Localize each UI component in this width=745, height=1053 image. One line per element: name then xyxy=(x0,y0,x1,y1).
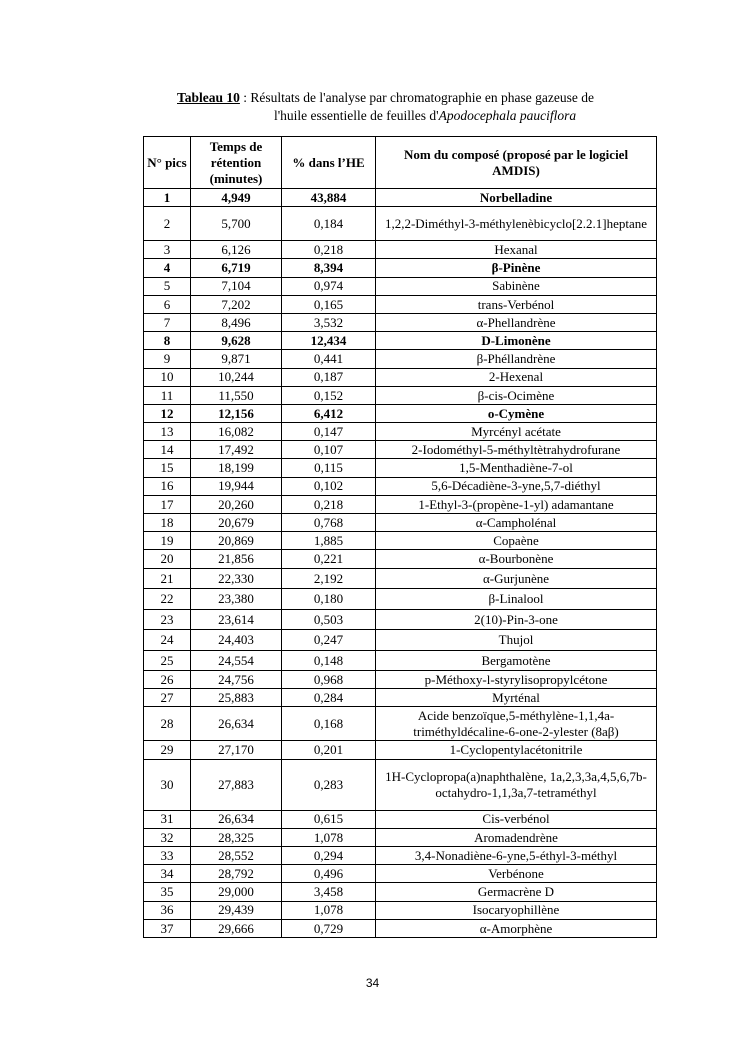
table-caption xyxy=(177,89,677,125)
cell-compound-name: β-cis-Ocimène xyxy=(376,386,657,404)
cell-compound-name: 3,4-Nonadiène-6-yne,5-éthyl-3-méthyl xyxy=(376,847,657,865)
cell-compound-name: 2-Iodométhyl-5-méthyltètrahydrofurane xyxy=(376,441,657,459)
cell-percentage: 0,247 xyxy=(282,630,376,651)
cell-retention-time: 29,000 xyxy=(191,883,282,901)
cell-percentage: 0,284 xyxy=(282,689,376,707)
cell-percentage: 0,165 xyxy=(282,295,376,313)
cell-pic-number: 10 xyxy=(144,368,191,386)
cell-pic-number: 24 xyxy=(144,630,191,651)
cell-percentage: 3,458 xyxy=(282,883,376,901)
table-row xyxy=(144,295,657,313)
cell-retention-time: 26,634 xyxy=(191,707,282,741)
cell-percentage: 0,218 xyxy=(282,241,376,259)
cell-percentage: 0,729 xyxy=(282,919,376,937)
cell-retention-time: 24,554 xyxy=(191,650,282,671)
header-row xyxy=(144,137,657,189)
table-row xyxy=(144,207,657,241)
cell-retention-time: 27,170 xyxy=(191,741,282,759)
cell-pic-number: 37 xyxy=(144,919,191,937)
cell-percentage: 3,532 xyxy=(282,313,376,331)
cell-percentage: 0,168 xyxy=(282,707,376,741)
cell-compound-name: 1,2,2-Diméthyl-3-méthylenèbicyclo[2.2.1]heptane xyxy=(376,207,657,241)
table-row xyxy=(144,883,657,901)
cell-compound-name: α-Amorphène xyxy=(376,919,657,937)
cell-pic-number: 25 xyxy=(144,650,191,671)
cell-percentage: 0,974 xyxy=(282,277,376,295)
caption-line-2 xyxy=(177,107,677,125)
cell-pic-number: 22 xyxy=(144,589,191,610)
cell-compound-name: α-Bourbonène xyxy=(376,550,657,568)
cell-compound-name: 5,6-Décadiène-3-yne,5,7-diéthyl xyxy=(376,477,657,495)
cell-pic-number: 32 xyxy=(144,828,191,846)
cell-retention-time: 22,330 xyxy=(191,568,282,589)
cell-compound-name: Thujol xyxy=(376,630,657,651)
table-row xyxy=(144,609,657,630)
cell-pic-number: 8 xyxy=(144,332,191,350)
cell-pic-number: 13 xyxy=(144,423,191,441)
cell-percentage: 0,180 xyxy=(282,589,376,610)
cell-compound-name: Myrténal xyxy=(376,689,657,707)
cell-retention-time: 21,856 xyxy=(191,550,282,568)
cell-retention-time: 12,156 xyxy=(191,404,282,422)
cell-compound-name: α-Gurjunène xyxy=(376,568,657,589)
cell-pic-number: 9 xyxy=(144,350,191,368)
table-row xyxy=(144,423,657,441)
cell-compound-name: Norbelladine xyxy=(376,189,657,207)
cell-pic-number: 5 xyxy=(144,277,191,295)
cell-compound-name: Germacrène D xyxy=(376,883,657,901)
cell-percentage: 1,078 xyxy=(282,828,376,846)
table-row xyxy=(144,810,657,828)
cell-pic-number: 4 xyxy=(144,259,191,277)
cell-retention-time: 28,325 xyxy=(191,828,282,846)
table-row xyxy=(144,707,657,741)
cell-compound-name: D-Limonène xyxy=(376,332,657,350)
cell-percentage: 43,884 xyxy=(282,189,376,207)
table-row xyxy=(144,671,657,689)
table-row xyxy=(144,241,657,259)
cell-retention-time: 28,552 xyxy=(191,847,282,865)
cell-percentage: 0,107 xyxy=(282,441,376,459)
table-row xyxy=(144,368,657,386)
table-row xyxy=(144,386,657,404)
table-row xyxy=(144,277,657,295)
table-row xyxy=(144,441,657,459)
cell-percentage: 0,115 xyxy=(282,459,376,477)
table-row xyxy=(144,901,657,919)
cell-compound-name: Isocaryophillène xyxy=(376,901,657,919)
cell-pic-number: 26 xyxy=(144,671,191,689)
cell-pic-number: 27 xyxy=(144,689,191,707)
cell-pic-number: 2 xyxy=(144,207,191,241)
cell-compound-name: Verbénone xyxy=(376,865,657,883)
cell-percentage: 0,184 xyxy=(282,207,376,241)
species-name: Apodocephala pauciflora xyxy=(438,108,577,123)
cell-retention-time: 27,883 xyxy=(191,759,282,810)
cell-percentage: 0,187 xyxy=(282,368,376,386)
cell-compound-name: Hexanal xyxy=(376,241,657,259)
cell-retention-time: 7,202 xyxy=(191,295,282,313)
cell-retention-time: 7,104 xyxy=(191,277,282,295)
table-row xyxy=(144,630,657,651)
cell-compound-name: Acide benzoïque,5-méthylène-1,1,4a-triméthyldécaline-6-one-2-ylester (8aβ) xyxy=(376,707,657,741)
cell-compound-name: 1,5-Menthadiène-7-ol xyxy=(376,459,657,477)
cell-percentage: 2,192 xyxy=(282,568,376,589)
cell-pic-number: 35 xyxy=(144,883,191,901)
cell-retention-time: 17,492 xyxy=(191,441,282,459)
header-name: Nom du composé (proposé par le logiciel AMDIS) xyxy=(376,137,657,189)
cell-pic-number: 11 xyxy=(144,386,191,404)
table-row xyxy=(144,514,657,532)
header-pct: % dans l’HE xyxy=(282,137,376,189)
cell-compound-name: 2(10)-Pin-3-one xyxy=(376,609,657,630)
cell-percentage: 0,615 xyxy=(282,810,376,828)
table-row xyxy=(144,650,657,671)
cell-retention-time: 8,496 xyxy=(191,313,282,331)
cell-compound-name: α-Campholénal xyxy=(376,514,657,532)
cell-pic-number: 33 xyxy=(144,847,191,865)
cell-percentage: 12,434 xyxy=(282,332,376,350)
cell-compound-name: Aromadendrène xyxy=(376,828,657,846)
cell-retention-time: 20,679 xyxy=(191,514,282,532)
cell-percentage: 0,968 xyxy=(282,671,376,689)
table-row xyxy=(144,350,657,368)
cell-retention-time: 25,883 xyxy=(191,689,282,707)
cell-retention-time: 6,719 xyxy=(191,259,282,277)
cell-compound-name: 1-Cyclopentylacétonitrile xyxy=(376,741,657,759)
cell-retention-time: 26,634 xyxy=(191,810,282,828)
cell-pic-number: 36 xyxy=(144,901,191,919)
table-row xyxy=(144,741,657,759)
cell-pic-number: 7 xyxy=(144,313,191,331)
cell-percentage: 0,283 xyxy=(282,759,376,810)
cell-retention-time: 19,944 xyxy=(191,477,282,495)
cell-retention-time: 5,700 xyxy=(191,207,282,241)
cell-percentage: 0,218 xyxy=(282,495,376,513)
cell-retention-time: 29,439 xyxy=(191,901,282,919)
cell-retention-time: 20,869 xyxy=(191,532,282,550)
cell-compound-name: Bergamotène xyxy=(376,650,657,671)
cell-percentage: 0,496 xyxy=(282,865,376,883)
cell-percentage: 0,148 xyxy=(282,650,376,671)
header-time: Temps de rétention (minutes) xyxy=(191,137,282,189)
table-row xyxy=(144,532,657,550)
cell-percentage: 1,078 xyxy=(282,901,376,919)
cell-compound-name: β-Linalool xyxy=(376,589,657,610)
cell-percentage: 6,412 xyxy=(282,404,376,422)
table-row xyxy=(144,847,657,865)
cell-compound-name: p-Méthoxy-l-styrylisopropylcétone xyxy=(376,671,657,689)
cell-retention-time: 11,550 xyxy=(191,386,282,404)
cell-retention-time: 28,792 xyxy=(191,865,282,883)
results-table xyxy=(143,136,657,938)
cell-compound-name: 1-Ethyl-3-(propène-1-yl) adamantane xyxy=(376,495,657,513)
cell-compound-name: trans-Verbénol xyxy=(376,295,657,313)
table-row xyxy=(144,332,657,350)
cell-pic-number: 15 xyxy=(144,459,191,477)
cell-retention-time: 10,244 xyxy=(191,368,282,386)
table-body xyxy=(144,189,657,938)
cell-percentage: 0,152 xyxy=(282,386,376,404)
cell-pic-number: 16 xyxy=(144,477,191,495)
cell-retention-time: 9,871 xyxy=(191,350,282,368)
cell-pic-number: 20 xyxy=(144,550,191,568)
cell-compound-name: Copaène xyxy=(376,532,657,550)
page-number: 34 xyxy=(365,976,380,990)
cell-percentage: 0,441 xyxy=(282,350,376,368)
cell-retention-time: 29,666 xyxy=(191,919,282,937)
cell-pic-number: 30 xyxy=(144,759,191,810)
cell-compound-name: 2-Hexenal xyxy=(376,368,657,386)
table-row xyxy=(144,865,657,883)
table-row xyxy=(144,404,657,422)
header-pic: N° pics xyxy=(144,137,191,189)
caption-text: : Résultats de l'analyse par chromatographie en phase gazeuse de xyxy=(239,90,594,105)
caption-label: Tableau 10 xyxy=(177,90,240,105)
cell-compound-name: o-Cymène xyxy=(376,404,657,422)
cell-retention-time: 24,756 xyxy=(191,671,282,689)
cell-retention-time: 18,199 xyxy=(191,459,282,477)
cell-retention-time: 9,628 xyxy=(191,332,282,350)
cell-pic-number: 34 xyxy=(144,865,191,883)
cell-percentage: 0,201 xyxy=(282,741,376,759)
cell-compound-name: Cis-verbénol xyxy=(376,810,657,828)
cell-retention-time: 6,126 xyxy=(191,241,282,259)
cell-pic-number: 14 xyxy=(144,441,191,459)
table-row xyxy=(144,759,657,810)
cell-compound-name: 1H-Cyclopropa(a)naphthalène, 1a,2,3,3a,4,5,6,7b-octahydro-1,1,3a,7-tetraméthyl xyxy=(376,759,657,810)
cell-retention-time: 23,614 xyxy=(191,609,282,630)
cell-pic-number: 21 xyxy=(144,568,191,589)
cell-pic-number: 6 xyxy=(144,295,191,313)
table-row xyxy=(144,828,657,846)
cell-percentage: 0,294 xyxy=(282,847,376,865)
cell-pic-number: 17 xyxy=(144,495,191,513)
cell-retention-time: 24,403 xyxy=(191,630,282,651)
cell-pic-number: 1 xyxy=(144,189,191,207)
cell-percentage: 0,503 xyxy=(282,609,376,630)
table-row xyxy=(144,550,657,568)
cell-pic-number: 28 xyxy=(144,707,191,741)
cell-compound-name: β-Phéllandrène xyxy=(376,350,657,368)
cell-percentage: 8,394 xyxy=(282,259,376,277)
table-row xyxy=(144,568,657,589)
cell-percentage: 0,221 xyxy=(282,550,376,568)
caption-line-1 xyxy=(177,89,677,107)
table-row xyxy=(144,477,657,495)
cell-pic-number: 12 xyxy=(144,404,191,422)
table-row xyxy=(144,259,657,277)
cell-retention-time: 23,380 xyxy=(191,589,282,610)
cell-percentage: 1,885 xyxy=(282,532,376,550)
cell-pic-number: 23 xyxy=(144,609,191,630)
cell-retention-time: 16,082 xyxy=(191,423,282,441)
cell-retention-time: 4,949 xyxy=(191,189,282,207)
cell-pic-number: 18 xyxy=(144,514,191,532)
table-row xyxy=(144,459,657,477)
cell-compound-name: α-Phellandrène xyxy=(376,313,657,331)
table-row xyxy=(144,495,657,513)
table-row xyxy=(144,919,657,937)
cell-percentage: 0,768 xyxy=(282,514,376,532)
cell-pic-number: 3 xyxy=(144,241,191,259)
cell-retention-time: 20,260 xyxy=(191,495,282,513)
cell-compound-name: β-Pinène xyxy=(376,259,657,277)
cell-percentage: 0,147 xyxy=(282,423,376,441)
cell-pic-number: 29 xyxy=(144,741,191,759)
table-row xyxy=(144,313,657,331)
cell-compound-name: Myrcényl acétate xyxy=(376,423,657,441)
cell-compound-name: Sabinène xyxy=(376,277,657,295)
cell-pic-number: 19 xyxy=(144,532,191,550)
cell-pic-number: 31 xyxy=(144,810,191,828)
table-row xyxy=(144,689,657,707)
caption-text-2: l'huile essentielle de feuilles d' xyxy=(274,108,439,123)
table-row xyxy=(144,189,657,207)
table-row xyxy=(144,589,657,610)
cell-percentage: 0,102 xyxy=(282,477,376,495)
